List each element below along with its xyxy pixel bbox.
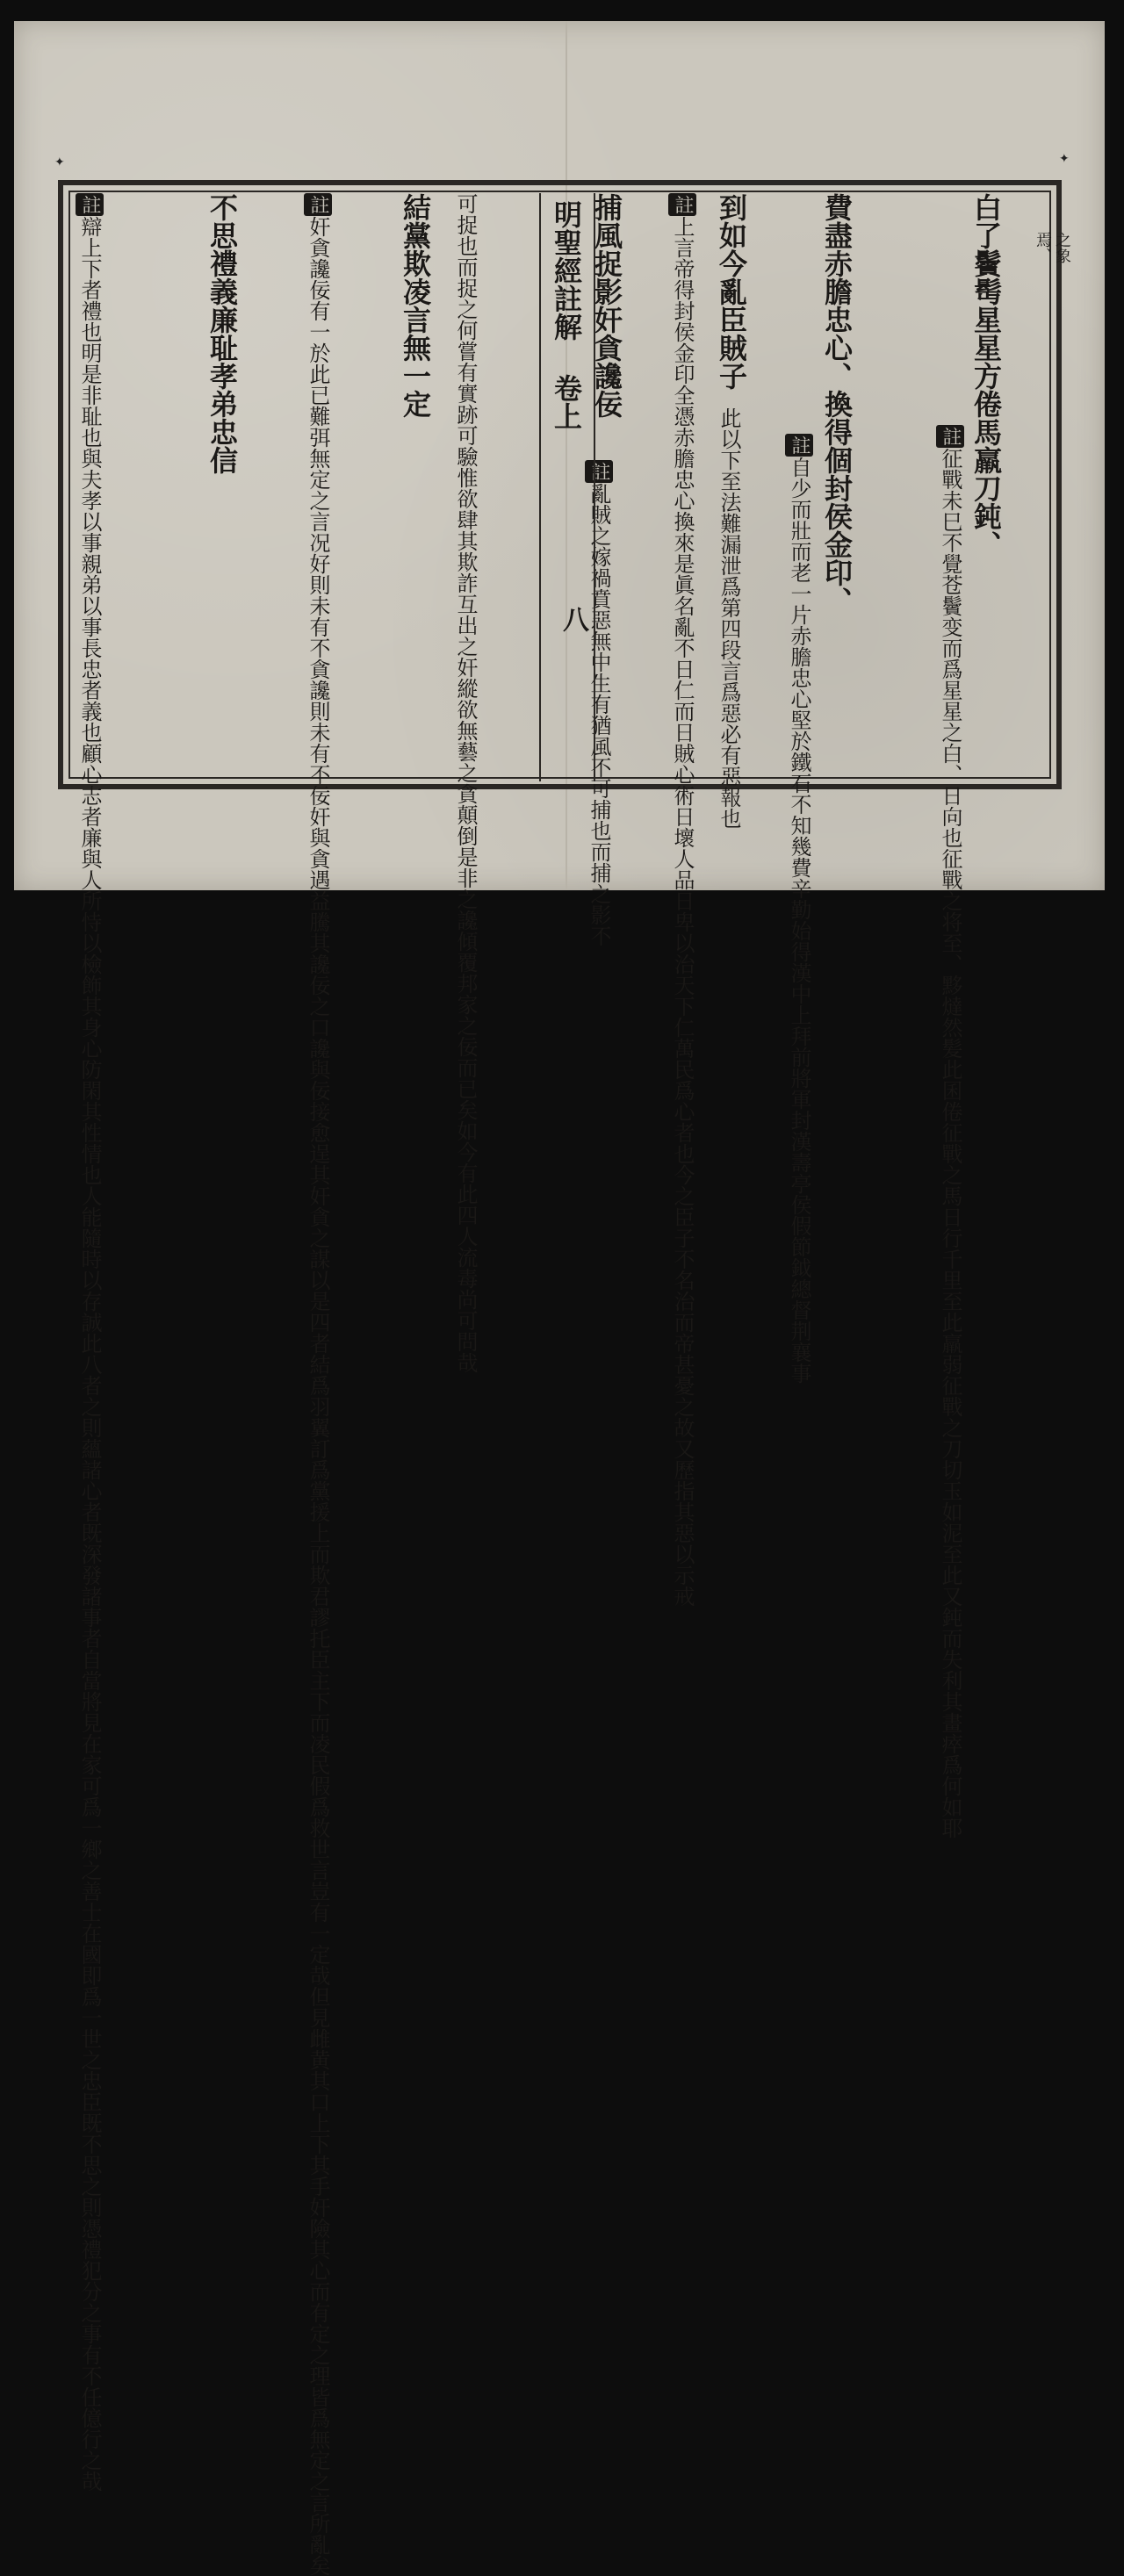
right-col-2: 註征戰未巳不覺苍鬢变而爲星星之白、日向也征戰之将至、黟燵然髪此囷倦征戰之馬日行千里至此羸弱征戰之刀切玉如泥至此又鈍而失利其畫瘁爲何如耶 bbox=[938, 427, 962, 1838]
left-col-5: 註辯上下者禮也明是非耻也與夫孝以事親弟以事長忠者義也顧心志者廉與人所恃以檢飾其身心防閑其性情也人能隨時以存誠此八者之則蘊諸心者既深發諸事者自當將見在家可爲一鄉之善士在國即爲一世之忠臣既不思之則憑禮犯分之事有不任億行之哉 bbox=[77, 195, 102, 2492]
right-col-4: 註自少而壯而老一片赤膽忠心堅於鐵石不知幾費辛勤始得漢中上拜前將軍封漢壽亭侯假節鉞總督荆襄事 bbox=[787, 435, 811, 1384]
right-col-7: 註上言帝得封侯金印全憑赤膽忠心換來是眞名亂不日仁而日賊心術日壞人品日卑以治天下仁萬民爲心者也今之臣子不名治而帝甚憂之故又歷指其惡以示戒 bbox=[670, 195, 695, 1607]
leaf-number: 八 bbox=[558, 606, 588, 632]
left-col-1: 可捉也而捉之何嘗有實跡可驗惟欲肆其欺詐互出之奸縱欲無藝之貪顛倒是非之讒傾覆邦家之佞而已矣如今有此四人流毒尚可問哉 bbox=[453, 193, 478, 1373]
left-col-4: 不思禮義廉耻孝弟忠信 bbox=[205, 193, 239, 474]
annotation-tag: 註 bbox=[668, 193, 696, 216]
left-col-2: 結黨欺凌言無一定 bbox=[399, 193, 432, 418]
right-col-1: 白了鬢髩星星方倦馬羸刀鈍、 bbox=[969, 193, 1003, 558]
margin-note-col1: 之象 bbox=[1053, 232, 1071, 263]
left-col-3: 註奸貪讒佞有一於此已難弭無定之言况好則未有不貪讒則未有不佞奸與貪遇益騰其讒佞之口讒與佞接愈逞其奸貪之謀以是四者結爲羽翼訂爲黨援上而欺君謬托臣主下而凌民假爲救世言豈有一定哉但見雌黄其口上下其手奸險其心而有定之理皆爲無定之言所亂矣 bbox=[306, 195, 330, 2576]
margin-note-col2: 焉、 bbox=[1034, 232, 1052, 263]
pin-mark-right: ✦ bbox=[1059, 152, 1070, 166]
annotation-tag: 註 bbox=[585, 460, 613, 483]
annotation-tag: 註 bbox=[76, 193, 104, 216]
centre-column bbox=[539, 193, 595, 781]
margin-note bbox=[1033, 232, 1071, 263]
right-col-6: 此以下至法難漏泄爲第四段言爲惡必有惡報也 bbox=[717, 407, 741, 829]
right-col-3: 費盡赤膽忠心、換得個封侯金印、 bbox=[820, 193, 854, 615]
volume-label: 卷上 bbox=[550, 374, 583, 430]
annotation-tag: 註 bbox=[304, 193, 332, 216]
paper-sheet bbox=[14, 21, 1105, 2576]
annotation-tag: 註 bbox=[785, 434, 813, 457]
right-col-9: 註亂賊之嫁禍賁惡無中生有猶風不可捕也而捕之影不 bbox=[587, 462, 611, 946]
right-col-8: 捕風捉影奸貪讒佞 bbox=[590, 193, 623, 418]
annotation-tag: 註 bbox=[936, 425, 964, 448]
pin-mark-left: ✦ bbox=[54, 155, 65, 169]
right-col-5: 到如今亂臣賊子 bbox=[715, 193, 748, 390]
book-title: 明聖經註解 卷上 bbox=[550, 200, 583, 430]
